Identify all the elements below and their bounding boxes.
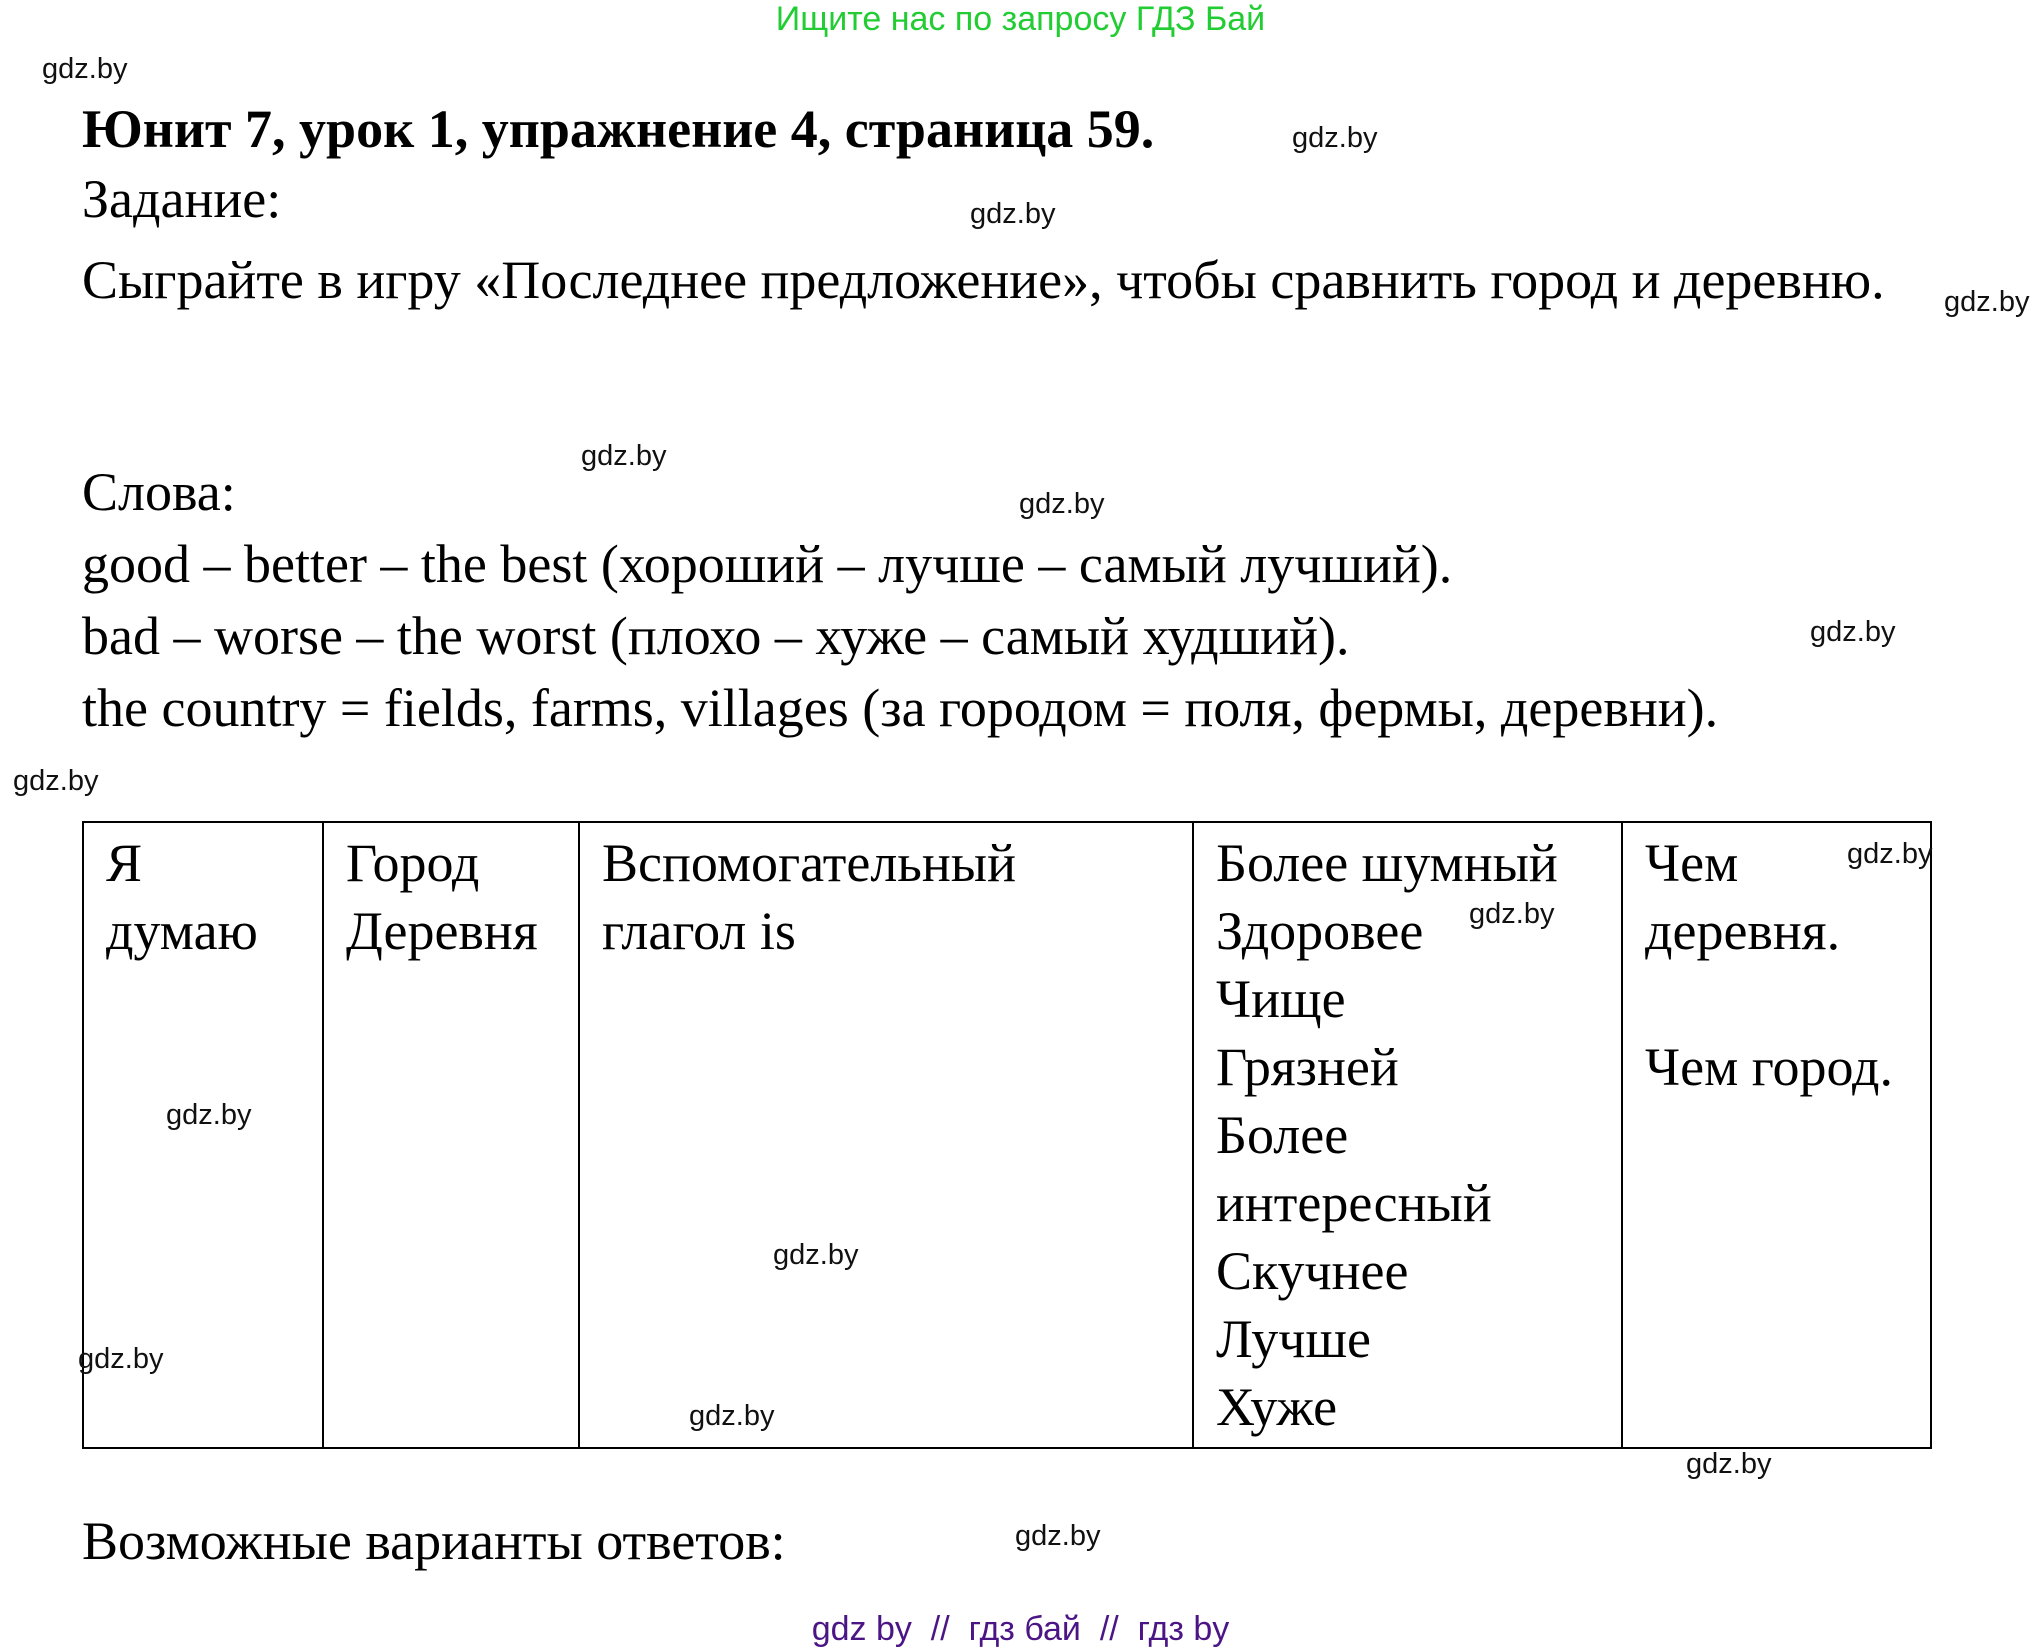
footer-links: gdz by // гдз бай // гдз by — [811, 1610, 1230, 1648]
watermark: gdz.by — [970, 198, 1056, 230]
table-cell — [1622, 822, 1931, 1448]
watermark: gdz.by — [166, 1099, 252, 1131]
cell-line: Город — [346, 833, 480, 893]
cell-line: Более шумный — [1216, 833, 1558, 893]
watermark: gdz.by — [13, 765, 99, 797]
cell-line: интересный — [1216, 1173, 1492, 1233]
sentence-table — [82, 821, 1932, 1449]
watermark: gdz.by — [1019, 488, 1105, 520]
cell-line: Деревня — [346, 901, 538, 961]
cell-line: Грязней — [1216, 1037, 1399, 1097]
cell-line: Чище — [1216, 969, 1346, 1029]
cell-line: Лучше — [1216, 1309, 1371, 1369]
cell-line: Хуже — [1216, 1377, 1338, 1437]
watermark: gdz.by — [1015, 1520, 1101, 1552]
watermark: gdz.by — [1469, 898, 1555, 930]
watermark: gdz.by — [689, 1400, 775, 1432]
cell-line: Вспомогательный — [602, 833, 1016, 893]
cell-line: деревня. — [1645, 901, 1841, 961]
answers-label: Возможные варианты ответов: — [82, 1511, 786, 1571]
cell-line: Более — [1216, 1105, 1349, 1165]
watermark: gdz.by — [1810, 616, 1896, 648]
cell-line: Чем город. — [1645, 1037, 1893, 1097]
cell-line: Здоровее — [1216, 901, 1424, 961]
table-cell — [579, 822, 1193, 1448]
cell-line: думаю — [106, 901, 258, 961]
watermark: gdz.by — [581, 440, 667, 472]
page-title: Юнит 7, урок 1, упражнение 4, страница 59. — [82, 99, 1155, 159]
watermark: gdz.by — [1944, 286, 2030, 318]
cell-line — [1645, 965, 1908, 1033]
watermark: gdz.by — [1292, 122, 1378, 154]
task-label: Задание: — [82, 169, 282, 229]
word-line: good – better – the best (хороший – лучше – самый лучший). — [82, 534, 1453, 594]
watermark: gdz.by — [1686, 1448, 1772, 1480]
cell-line: Чем — [1645, 833, 1739, 893]
task-text: Сыграйте в игру «Последнее предложение», чтобы сравнить город и деревню. — [82, 250, 1885, 310]
search-banner: Ищите нас по запросу ГДЗ Бай — [775, 0, 1266, 38]
cell-line: Я — [106, 833, 143, 893]
table-cell — [1193, 822, 1622, 1448]
table-cell — [323, 822, 579, 1448]
watermark: gdz.by — [773, 1239, 859, 1271]
watermark: gdz.by — [1847, 838, 1933, 870]
cell-line: глагол is — [602, 901, 796, 961]
watermark: gdz.by — [78, 1343, 164, 1375]
word-line: the country = fields, farms, villages (за городом = поля, фермы, деревни). — [82, 678, 1719, 738]
words-label: Слова: — [82, 462, 236, 522]
watermark: gdz.by — [42, 53, 128, 85]
word-line: bad – worse – the worst (плохо – хуже – самый худший). — [82, 606, 1350, 666]
cell-line: Скучнее — [1216, 1241, 1409, 1301]
